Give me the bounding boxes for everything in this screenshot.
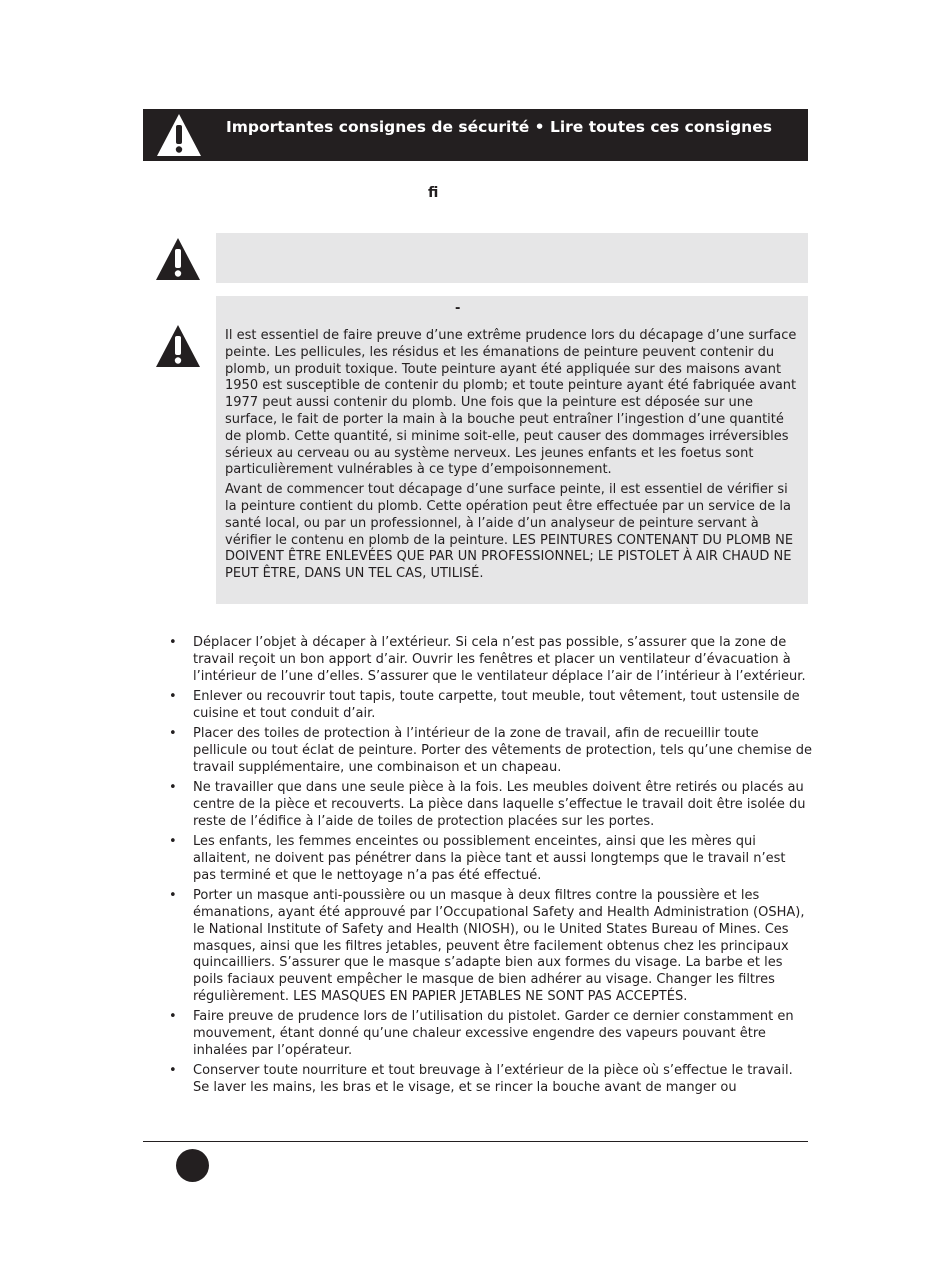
list-item-text: Ne travailler que dans une seule pièce à la fois. Les meubles doivent être retirés ou placés au centre de la pièce et recouverts. La pièce dans laquelle s’effectue le travail doit être isolée du reste de l’édiﬁce à l’aide de toiles de protection placées sur les portes.: [193, 780, 806, 829]
page-number-badge: [176, 1149, 209, 1182]
bullet-marker: •: [169, 1009, 177, 1025]
list-item-text: Enlever ou recouvrir tout tapis, toute carpette, tout meuble, tout vêtement, tout ustensile de cuisine et tout conduit d’air.: [193, 688, 800, 721]
safety-bullet-list: [168, 635, 812, 1100]
warning-dash: -: [455, 301, 461, 316]
list-item-text: Porter un masque anti-poussière ou un masque à deux ﬁltres contre la poussière et les émanations, ayant été approuvé par l’Occupational Safety and Health Administration (OSHA), le National Institute of Safety and Health (NIOSH), ou le United States Bureau of Mines. Ces masques, ainsi que les ﬁltres jetables, peuvent être facilement obtenus chez les principaux quincailliers. S’assurer que le masque s’adapte bien aux formes du visage. La barbe et les poils faciaux peuvent empêcher le masque de bien adhérer au visage. Changer les ﬁltres régulièrement. LES MASQUES EN PAPIER JETABLES NE SONT PAS ACCEPTÉS.: [193, 888, 805, 1004]
bullet-marker: •: [169, 688, 177, 704]
warning-paragraph: Il est essentiel de faire preuve d’une extrême prudence lors du décapage d’une surface peinte. Les pellicules, les résidus et les émanations de peinture peuvent contenir du plomb, un produit toxique. Toute peinture ayant été appliquée sur des maisons avant 1950 est susceptible de contenir du plomb; et toute peinture ayant été fabriquée avant 1977 peut aussi contenir du plomb. Une fois que la peinture est déposée sur une surface, le fait de porter la main à la bouche peut entraîner l’ingestion d’une quantité de plomb. Cette quantité, si minime soit-elle, peut causer des dommages irréversibles sérieux au cerveau ou au système nerveux. Les jeunes enfants et les foetus sont particulièrement vulnérables à ce type d’empoisonnement.: [225, 328, 797, 478]
warning-text: [225, 328, 803, 586]
list-item-text: Conserver toute nourriture et tout breuvage à l’extérieur de la pièce où s’effectue le travail. Se laver les mains, les bras et le visage, et se rincer la bouche avant de manger ou: [193, 1063, 793, 1096]
bullet-marker: •: [169, 888, 177, 904]
list-item: [168, 888, 812, 1006]
list-item: [168, 834, 812, 884]
bullet-marker: •: [169, 834, 177, 850]
footer-divider: [143, 1141, 808, 1142]
list-item: [168, 1009, 812, 1059]
warning-paragraph: Avant de commencer tout décapage d’une surface peinte, il est essentiel de vériﬁer si la peinture contient du plomb. Cette opération peut être effectuée par un service de la santé local, ou par un professionnel, à l’aide d’un analyseur de peinture servant à vériﬁer le contenu en plomb de la peinture. LES PEINTURES CONTENANT DU PLOMB NE DOIVENT ÊTRE ENLEVÉES QUE PAR UN PROFESSIONNEL; LE PISTOLET À AIR CHAUD NE PEUT ÊTRE, DANS UN TEL CAS, UTILISÉ.: [225, 482, 794, 582]
bullet-marker: •: [169, 1063, 177, 1079]
bullet-marker: •: [169, 780, 177, 796]
bullet-marker: •: [169, 635, 177, 650]
list-item: [168, 1063, 812, 1097]
stray-glyph: ﬁ: [428, 185, 439, 201]
page-title: Importantes consignes de sécurité • Lire toutes ces consignes: [226, 118, 772, 136]
warning-triangle-icon: [154, 236, 202, 282]
list-item: [168, 635, 812, 685]
list-item: [168, 689, 812, 723]
safety-header-bar: [143, 109, 808, 161]
list-item-text: Faire preuve de prudence lors de l’utilisation du pistolet. Garder ce dernier constamment en mouvement, étant donné qu’une chaleur excessive engendre des vapeurs pouvant être inhalées par l’opérateur.: [193, 1009, 794, 1058]
list-item: [168, 780, 812, 830]
list-item: [168, 726, 812, 776]
warning-box-blank: [216, 233, 808, 283]
list-item-text: Les enfants, les femmes enceintes ou possiblement enceintes, ainsi que les mères qui allaitent, ne doivent pas pénétrer dans la pièce tant et aussi longtemps que le travail n’est pas terminé et que le nettoyage n’a pas été effectué.: [193, 834, 786, 883]
list-item-text: Déplacer l’objet à décaper à l’extérieur. Si cela n’est pas possible, s’assurer que la zone de travail reçoit un bon apport d’air. Ouvrir les fenêtres et placer un ventilateur d’évacuation à l’intérieur de l’une d’elles. S’assurer que le ventilateur déplace l’air de l’intérieur à l’extérieur.: [193, 635, 806, 684]
lead-paint-warning-box: [216, 296, 808, 604]
warning-triangle-icon: [155, 112, 203, 158]
bullet-marker: •: [169, 726, 177, 742]
list-item-text: Placer des toiles de protection à l’intérieur de la zone de travail, aﬁn de recueillir toute pellicule ou tout éclat de peinture. Porter des vêtements de protection, tels qu’une chemise de travail supplémentaire, une combinaison et un chapeau.: [193, 726, 812, 775]
warning-triangle-icon: [154, 323, 202, 369]
